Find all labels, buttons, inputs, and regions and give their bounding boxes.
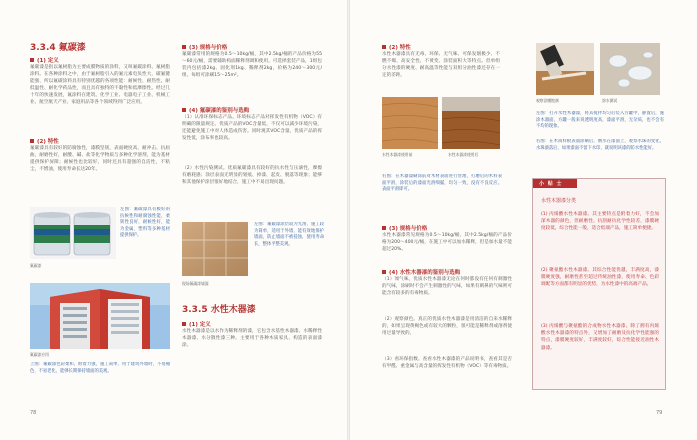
right-page <box>350 0 697 440</box>
building-note: 上图：氟碳漆色彩柔和，附着力强，施工简单，用于建筑外墙时，不易褪色、不易老化，能够长期保持墙面的美观。 <box>30 362 170 374</box>
tips-item: (2) 聚氨酯水性木器漆。其综合性能优越，丰满度高，漆膜硬度强，耐磨性甚至超过传统油性漆，使用寿命、色彩调配等方面都有明显的优势，为水性漆中的高端产品。 <box>541 268 659 288</box>
rp-select-text-2: （2）观察颜色。真正的优质水性木器漆是用清洁的自来水稀释的，如果呈现黄褐色或有较大的颗粒，很可能是稀释剂或溶剂使用过量导致的。 <box>382 317 512 336</box>
feature-text: 氟碳漆具有较好的防腐蚀性，漆膜坚韧，表面硬度高、耐冲击、抗屈曲、耐磨性好，耐酸、碱、盐等化学物质与多种化学溶剂，能为基材提供保护屏障；耐候性也比较好，同时还具有超强的自洁性，不粘尘，不憎油，使用寿命长达20年。 <box>30 146 170 172</box>
note-right: 右图：在木质样板表面涂刷后，倒水在漆面上，观察水珠的变化，水珠滚落后，如果漆面不留下水印，就说明该漆的防水性能好。 <box>536 139 664 151</box>
rp-select-text-3: （3）看环保指数。查看水性木器漆的产品说明书，查看其是否有甲醛、重金属与高含量的挥发性有机物（VOC）等有毒物质。 <box>382 357 512 369</box>
building-photo <box>30 283 170 349</box>
building-illustration <box>30 283 170 349</box>
select-heading: (4) 氟碳漆的鉴别与选购 <box>182 106 249 114</box>
select-text-2: （2）水性污染测试。优质氟碳漆具有较好的抗水性与压滴性，摩擦有磨耗感；涂层表面无明显的划痕、掉漆、起皮、脱落等现象；能够和其他保护涂层很好地结合，施工中不易出现问题。 <box>182 166 322 185</box>
tips-header: 小 贴 士 <box>533 179 577 188</box>
spec-heading: (3) 规格与价格 <box>182 43 227 51</box>
select-text-1: （1）认准环保标志产品。环境标志产品对挥发性有机物（VOC）有明确的限量规定。优质产品的VOC含量低，不仅可以减少环境污染，还能避免施工中对人体造成伤害。同时观其VOC含量。优质产品的挥发性低，涂布率也较高。 <box>182 115 322 141</box>
rp-feature-text: 水性木器漆具有无毒、环保、无气味、可保发烟极少、不燃不爆、高安全性、不黄变、涂装面积大等特点。但单组分水性漆的硬度、耐高温等性能与双组分油性漆还存在一定的差距。 <box>382 52 500 78</box>
tile-wall-caption: 现场氟碳漆墙面 <box>182 281 209 286</box>
wood-after-illustration <box>442 97 500 149</box>
tips-box <box>532 178 666 390</box>
water-paint-def-heading: (1) 定义 <box>182 320 211 328</box>
section-title-water-paint: 3.3.5 水性木器漆 <box>182 305 256 315</box>
rp-select-heading: (4) 水性木器漆的鉴别与选购 <box>382 268 460 276</box>
brush-illustration <box>536 43 594 95</box>
definition-heading: (1) 定义 <box>30 56 59 64</box>
tips-item: (3) 丙烯酸与聚氨酯的合成物水性木器漆。除了拥有丙烯酸水性木器漆的特点外，又增加了耐磨及抗化学性能强的特点，漆膜硬度较好，丰满度较好，综合性能接近油性木器漆。 <box>541 324 659 351</box>
brush-caption: 观察涂膜饱满 <box>536 98 559 103</box>
wood-before-illustration <box>382 97 438 149</box>
spec-text: 氟碳漆常用的规格为0.5～10kg/桶，其中2.5kg/桶的产品价格为55～60元/桶，需要辅助构面稀释剂调和使用。可选择套装产品，1组包装内包括漆2kg、固化剂1kg、稀释剂2kg，价格为240～300元/组，每组可涂刷15～25m²。 <box>182 52 322 78</box>
section-title-fluorocarbon: 3.3.4 氟碳漆 <box>30 43 86 53</box>
paint-cans-note: 左图：氟碳漆具有极好的抗候性和耐腐蚀性能，柔韧性良好，耐候性好，能为金属、塑料等多种基材提供保护。 <box>120 207 170 238</box>
wood-before-photo <box>382 97 438 149</box>
rp-spec-text: 水性木器漆常见规格为0.5～10kg/桶，其中2.5kg/桶的产品价格为200～400元/桶，在施工中可以加水稀释，但是加水量不能超过20%。 <box>382 233 512 252</box>
wood-before-caption: 水性木器漆使用前 <box>382 152 413 157</box>
water-drops-caption: 溶水测试 <box>602 98 618 103</box>
tips-title: 水性木器漆分类 <box>541 198 577 204</box>
tile-wall-illustration <box>182 222 248 276</box>
paint-cans-caption: 氟碳漆 <box>30 263 42 268</box>
rp-feature-heading: (2) 特性 <box>382 43 411 51</box>
rp-spec-heading: (3) 规格与价格 <box>382 224 427 232</box>
water-drops-photo <box>600 43 660 95</box>
note-left: 右图：在木器漆刷涂前对木材表面进行处理，打磨后的木料表面平滑，涂装后的漆面光滑细腻，均匀一致，没有不良反应。表面平滑即可。 <box>382 174 502 192</box>
note-top: 左图：打开水性木器漆，将其搅拌均匀后装入方罐中，静置后，施涂木器面，方罐一般来说透明度高，漆面平滑，无杂质，也不会有不均的现象。 <box>536 111 664 129</box>
tile-wall-photo <box>182 222 248 276</box>
definition-text: 氟碳漆是指以氟树脂为主要成膜物质的涂料，又叫氟碳涂料、氟树脂涂料。在各种涂料之中，由于氟树脂引入的氟元素电负性大，碳氟键能强，所以氟碳涂料具有特别优越的各项性能：耐候性、耐热性、耐低温性、耐化学药品性，而且具有独特的不黏性和低摩擦性。经过几十年的快速发展，氟涂料在建筑、化学工业、电器电子工业、机械工业、航空航天产业、家庭用品等各个领域得到广泛应用。 <box>30 65 170 105</box>
paint-cans-photo <box>30 207 116 259</box>
building-caption: 氟碳漆应用 <box>30 352 49 357</box>
wood-after-caption: 水性木器漆使用后 <box>448 152 479 157</box>
tile-wall-note: 左图：氟碳漆涂层较为光滑，施工较为简单，适用于外墙，能有效地保护墙面，防止墙面不被侵蚀，使用寿命长，整体平整美观。 <box>254 222 324 247</box>
wood-after-photo <box>442 97 500 149</box>
water-drops-illustration <box>600 43 660 95</box>
paint-cans-illustration <box>30 207 116 259</box>
water-paint-def-text: 水性木器漆是以水作为稀释剂的漆，它包含水基性木器漆、水稀释性木器漆、水分散性漆三种。主要用于各种木质家具、构造的表面漆涂。 <box>182 329 322 348</box>
tips-item: (1) 丙烯酸水性木器漆。其主要特点是附着力好，不会加深木器的颜色，但耐磨性、抗刮耐抗化学性较差，漆膜硬度较低，综合性能一般，适合低端产品，施工简单便捷。 <box>541 212 659 232</box>
brush-photo <box>536 43 594 95</box>
right-page-number: 79 <box>656 410 663 416</box>
left-page-number: 78 <box>30 410 37 416</box>
feature-heading: (2) 特性 <box>30 137 59 145</box>
left-page <box>0 0 347 440</box>
rp-select-text-1: （1）闻气味。优质水性木器漆无论在何时都没有任何有刺激性的气味，涂刷时不会产生刺激性的气味，如果有刺鼻的气味则可能含有较多的有毒物质。 <box>382 277 512 296</box>
